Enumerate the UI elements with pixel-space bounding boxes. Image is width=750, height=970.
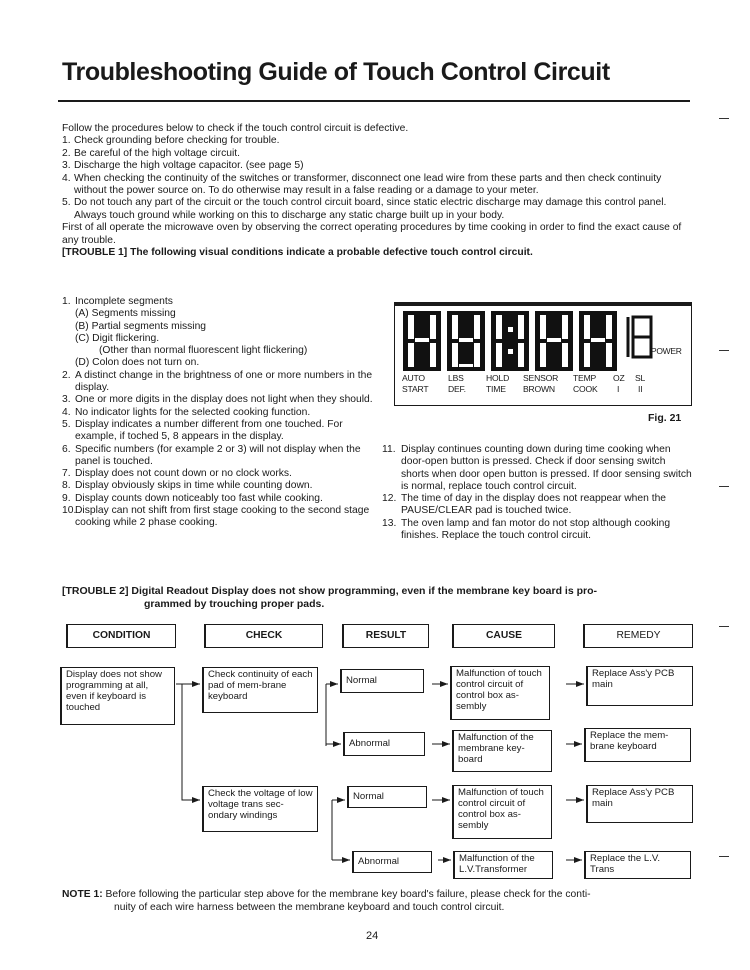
item-number: 11. bbox=[382, 444, 396, 455]
sub-item-note: (Other than normal fluorescent light flickering) bbox=[99, 345, 308, 357]
cause-box: Malfunction of the L.V.Transformer bbox=[453, 851, 553, 879]
item-text: No indicator lights for the selected cooking function. bbox=[75, 406, 311, 418]
trouble2-heading-line1: [TROUBLE 2] Digital Readout Display does not show programming, even if the membrane key board is pro- bbox=[62, 585, 597, 597]
result-abnormal-box: Abnormal bbox=[352, 851, 432, 873]
display-label: OZ bbox=[613, 373, 625, 383]
display-label: SENSOR bbox=[523, 373, 559, 383]
remedy-box: Replace the mem-brane keyboard bbox=[584, 728, 691, 762]
display-top-bar bbox=[395, 303, 691, 306]
display-panel-figure bbox=[394, 302, 692, 406]
page-title: Troubleshooting Guide of Touch Control Circuit bbox=[62, 58, 610, 86]
list-item bbox=[62, 480, 374, 492]
item-number: 10. bbox=[62, 505, 77, 517]
step-number: 3. bbox=[62, 160, 71, 172]
display-label: DEF. bbox=[448, 384, 466, 394]
header-result: RESULT bbox=[342, 624, 429, 648]
condition-box: Display does not show programming at all, even if keyboard is touched bbox=[60, 667, 175, 725]
result-normal-box: Normal bbox=[347, 786, 427, 808]
list-item bbox=[62, 370, 374, 395]
remedy-box: Replace Ass'y PCB main bbox=[586, 785, 693, 823]
page-number: 24 bbox=[366, 930, 379, 942]
item-number: 9. bbox=[62, 492, 71, 504]
step-number: 4. bbox=[62, 172, 71, 184]
intro-section bbox=[62, 123, 694, 259]
step-text: Be careful of the high voltage circuit. bbox=[74, 147, 240, 159]
item-number: 12. bbox=[382, 493, 397, 505]
display-label: I bbox=[617, 384, 620, 394]
display-label: II bbox=[638, 384, 643, 394]
cause-box: Malfunction of touch control circuit of control box as-sembly bbox=[450, 666, 550, 720]
step-item bbox=[62, 197, 694, 222]
step-text: Discharge the high voltage capacitor. (see page 5) bbox=[74, 160, 304, 172]
display-label: TIME bbox=[486, 384, 506, 394]
check-box-transformer: Check the voltage of low voltage trans sec-ondary windings bbox=[202, 786, 318, 832]
display-power-label: POWER bbox=[651, 346, 682, 356]
cause-box: Malfunction of touch control circuit of control box as-sembly bbox=[452, 785, 552, 839]
remedy-box: Replace Ass'y PCB main bbox=[586, 666, 693, 706]
sub-item: (B) Partial segments missing bbox=[75, 320, 207, 332]
trouble1-list-right bbox=[382, 444, 694, 542]
item-text: One or more digits in the display does not light when they should. bbox=[75, 394, 373, 406]
list-item bbox=[62, 468, 374, 480]
list-item bbox=[382, 493, 694, 518]
list-item bbox=[382, 518, 694, 543]
display-label: HOLD bbox=[486, 373, 510, 383]
step-number: 5. bbox=[62, 197, 71, 209]
display-label: LBS bbox=[448, 373, 464, 383]
intro-lead: Follow the procedures below to check if the touch control circuit is defective. bbox=[62, 123, 409, 134]
margin-tick bbox=[719, 350, 729, 351]
item-text: The time of day in the display does not reappear when the PAUSE/CLEAR pad is touched twice. bbox=[401, 493, 667, 517]
item-text: Display obviously skips in time while counting down. bbox=[75, 480, 313, 492]
sub-item: (C) Digit flickering. bbox=[75, 332, 160, 344]
step-item bbox=[62, 173, 694, 198]
step-item bbox=[62, 148, 694, 160]
item-text: Incomplete segments bbox=[75, 296, 173, 307]
display-label: TEMP bbox=[573, 373, 597, 383]
item-number: 1. bbox=[62, 296, 71, 307]
list-item bbox=[62, 444, 374, 469]
step-number: 2. bbox=[62, 147, 71, 159]
header-condition: CONDITION bbox=[66, 624, 176, 648]
note-text-line2: nuity of each wire harness between the membrane keyboard and touch control circuit. bbox=[114, 902, 505, 913]
check-box-keyboard: Check continuity of each pad of mem-brane keyboard bbox=[202, 667, 318, 713]
trouble1-heading: [TROUBLE 1] The following visual conditions indicate a probable defective touch control circuit. bbox=[62, 247, 533, 259]
display-label: AUTO bbox=[402, 373, 425, 383]
result-normal-box: Normal bbox=[340, 669, 424, 693]
header-remedy: REMEDY bbox=[583, 624, 693, 648]
remedy-box: Replace the L.V. Trans bbox=[584, 851, 691, 879]
item-text: Specific numbers (for example 2 or 3) will not display when the panel is touched. bbox=[75, 443, 361, 467]
note-text: Before following the particular step above for the membrane key board's failure, please check for the conti- bbox=[105, 889, 591, 900]
display-digits-graphic bbox=[395, 307, 691, 375]
header-check: CHECK bbox=[204, 624, 323, 648]
header-cause: CAUSE bbox=[452, 624, 555, 648]
item-text: Display continues counting down during time cooking when door-open button is pressed. Check if door sensing switch shorts when door open button is pressed. If door sensing switch is normal, replace touch control circuit. bbox=[401, 444, 692, 492]
margin-tick bbox=[719, 486, 729, 487]
trouble1-list-left bbox=[62, 296, 374, 530]
result-abnormal-box: Abnormal bbox=[343, 732, 425, 756]
display-label: SL bbox=[635, 373, 646, 383]
intro-closing: First of all operate the microwave oven by observing the correct operating procedures by time cooking in order to find the exact cause of any trouble. bbox=[62, 222, 682, 246]
list-item bbox=[62, 394, 374, 406]
step-item bbox=[62, 160, 694, 172]
item-text: Display indicates a number different from one touched. For example, if toched 5, 8 appears in the display. bbox=[75, 418, 343, 443]
item-text: Display counts down noticeably too fast while cooking. bbox=[75, 492, 323, 504]
sub-item: (D) Colon does not turn on. bbox=[75, 357, 200, 369]
list-item bbox=[62, 419, 374, 444]
item-number: 4. bbox=[62, 406, 71, 418]
cause-box: Malfunction of the membrane key-board bbox=[452, 730, 552, 772]
title-rule bbox=[58, 100, 690, 102]
margin-tick bbox=[719, 626, 729, 627]
margin-tick bbox=[719, 856, 729, 857]
item-number: 8. bbox=[62, 480, 71, 492]
item-number: 13. bbox=[382, 517, 397, 529]
list-item bbox=[62, 296, 374, 308]
trouble2-heading bbox=[62, 585, 694, 611]
item-text: Display does not count down or no clock works. bbox=[75, 468, 292, 480]
step-text: Do not touch any part of the circuit or the touch control circuit board, since static electric discharge may damage this control panel. Always touch ground while working on this to discharge any static charge built up in your body. bbox=[74, 197, 667, 221]
step-item bbox=[62, 135, 694, 147]
item-number: 7. bbox=[62, 468, 71, 480]
item-number: 3. bbox=[62, 394, 71, 406]
item-text: The oven lamp and fan motor do not stop although cooking finishes. Replace the touch control circuit. bbox=[401, 517, 671, 542]
note-label: NOTE 1: bbox=[62, 889, 103, 900]
note-section bbox=[62, 888, 694, 914]
display-label: START bbox=[402, 384, 429, 394]
item-number: 2. bbox=[62, 369, 71, 381]
list-item bbox=[62, 407, 374, 419]
display-label: COOK bbox=[573, 384, 598, 394]
item-text: Display can not shift from first stage cooking to the second stage cooking while 2 phase cooking. bbox=[75, 505, 370, 529]
step-number: 1. bbox=[62, 135, 71, 147]
list-item bbox=[62, 493, 374, 505]
item-text: A distinct change in the brightness of one or more numbers in the display. bbox=[75, 369, 373, 394]
list-item bbox=[62, 505, 374, 530]
step-text: Check grounding before checking for trouble. bbox=[74, 135, 280, 147]
sub-item: (A) Segments missing bbox=[75, 308, 176, 320]
step-text: When checking the continuity of the switches or transformer, disconnect one lead wire from these parts and then check continuity without the power source on. To do otherwise may result in a false reading or a damage to your meter. bbox=[74, 172, 662, 197]
margin-tick bbox=[719, 118, 729, 119]
figure-caption: Fig. 21 bbox=[648, 412, 682, 424]
list-item bbox=[382, 444, 694, 493]
trouble2-heading-line2: grammed by trouching proper pads. bbox=[144, 598, 325, 610]
item-number: 6. bbox=[62, 443, 71, 455]
display-label: BROWN bbox=[523, 384, 555, 394]
item-number: 5. bbox=[62, 418, 71, 430]
